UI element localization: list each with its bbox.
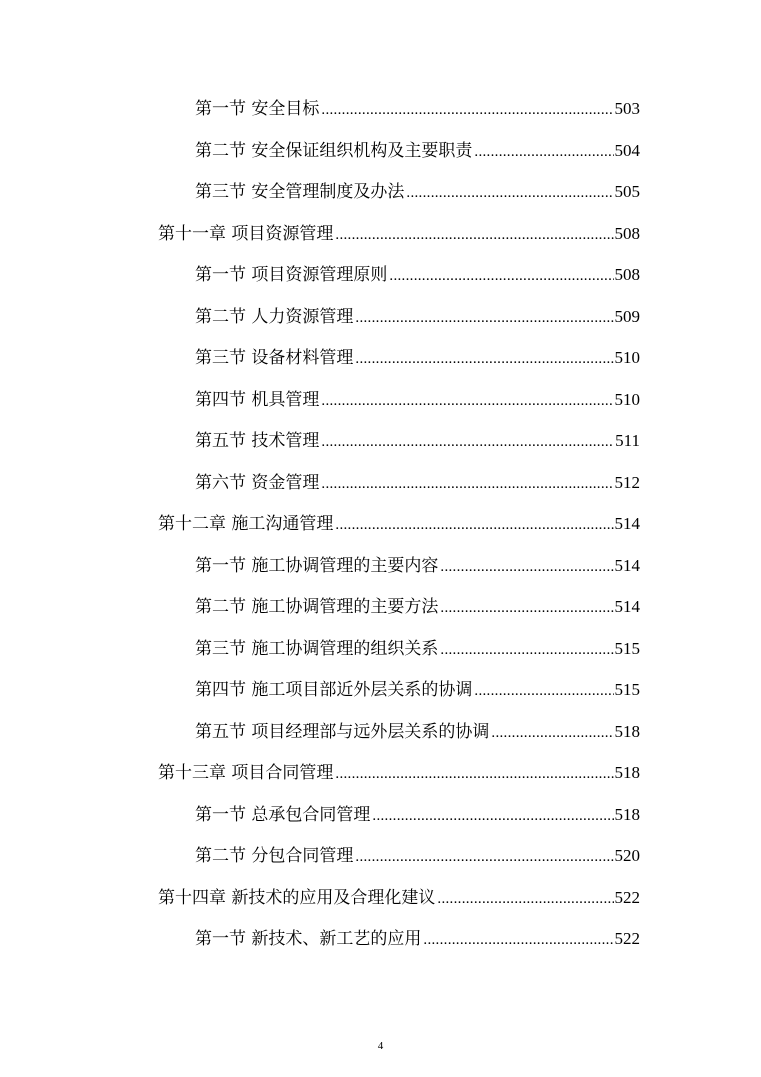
toc-entry[interactable] [195,926,640,952]
toc-chapter-entry[interactable] [158,221,640,247]
toc-entry[interactable] [195,677,640,703]
toc-entry[interactable] [195,594,640,620]
toc-entry[interactable] [195,387,640,413]
toc-entry-title: 第一节 新技术、新工艺的应用 [195,929,422,949]
toc-dot-leader [474,139,613,165]
toc-entry-title: 第六节 资金管理 [195,473,320,493]
toc-entry[interactable] [195,428,640,454]
toc-dot-leader [321,471,613,497]
toc-entry-title: 第三节 设备材料管理 [195,348,354,368]
toc-entry-page: 503 [614,99,640,118]
toc-dot-leader [423,927,613,953]
toc-entry-title: 第一节 施工协调管理的主要内容 [195,556,439,576]
toc-entry[interactable] [195,843,640,869]
toc-dot-leader [335,222,613,248]
toc-entry[interactable] [195,719,640,745]
toc-entry-title: 第二节 安全保证组织机构及主要职责 [195,141,473,161]
toc-entry-title: 第一节 安全目标 [195,99,320,119]
toc-entry-page: 510 [614,348,640,367]
toc-entry-page: 514 [614,514,640,533]
page-number: 4 [377,1040,384,1052]
toc-entry-title: 第十一章 项目资源管理 [158,224,334,244]
toc-dot-leader [491,720,613,746]
toc-dot-leader [321,388,613,414]
toc-dot-leader [335,761,613,787]
toc-entry-page: 509 [614,307,640,326]
toc-entry-title: 第十三章 项目合同管理 [158,763,334,783]
toc-dot-leader [406,180,613,206]
toc-dot-leader [437,886,613,912]
toc-entry-page: 504 [614,141,640,160]
toc-entry-page: 520 [614,846,640,865]
toc-entry-page: 508 [614,265,640,284]
toc-chapter-entry[interactable] [158,885,640,911]
toc-entry-title: 第四节 施工项目部近外层关系的协调 [195,680,473,700]
toc-dot-leader [440,595,613,621]
toc-entry-title: 第二节 人力资源管理 [195,307,354,327]
toc-dot-leader [355,844,613,870]
toc-entry[interactable] [195,262,640,288]
toc-entry-page: 514 [614,597,640,616]
toc-entry-page: 515 [614,680,640,699]
toc-entry[interactable] [195,179,640,205]
toc-chapter-entry[interactable] [158,511,640,537]
toc-entry[interactable] [195,802,640,828]
toc-entry-page: 518 [614,722,640,741]
toc-entry-page: 514 [614,556,640,575]
toc-dot-leader [321,429,614,455]
toc-entry[interactable] [195,553,640,579]
toc-chapter-entry[interactable] [158,760,640,786]
toc-entry[interactable] [195,470,640,496]
toc-entry-page: 505 [614,182,640,201]
toc-entry[interactable] [195,96,640,122]
toc-entry-page: 522 [614,888,640,907]
toc-entry-page: 512 [614,473,640,492]
toc-dot-leader [335,512,613,538]
toc-dot-leader [474,678,613,704]
toc-entry[interactable] [195,636,640,662]
toc-dot-leader [321,97,613,123]
toc-entry-page: 518 [614,805,640,824]
toc-entry-page: 508 [614,224,640,243]
toc-entry-page: 522 [614,929,640,948]
toc-entry[interactable] [195,304,640,330]
toc-entry-title: 第四节 机具管理 [195,390,320,410]
toc-entry-title: 第五节 项目经理部与远外层关系的协调 [195,722,490,742]
toc-entry-title: 第二节 分包合同管理 [195,846,354,866]
toc-dot-leader [355,346,613,372]
toc-entry-title: 第十四章 新技术的应用及合理化建议 [158,888,436,908]
toc-entry-page: 510 [614,390,640,409]
toc-entry-title: 第一节 总承包合同管理 [195,805,371,825]
toc-dot-leader [372,803,613,829]
toc-entry[interactable] [195,138,640,164]
toc-dot-leader [355,305,613,331]
toc-dot-leader [440,637,613,663]
toc-entry-page: 518 [614,763,640,782]
toc-dot-leader [440,554,613,580]
toc-entry-title: 第二节 施工协调管理的主要方法 [195,597,439,617]
toc-entry-title: 第三节 安全管理制度及办法 [195,182,405,202]
toc-dot-leader [389,263,613,289]
toc-entry-title: 第三节 施工协调管理的组织关系 [195,639,439,659]
toc-entry-title: 第五节 技术管理 [195,431,320,451]
toc-entry-title: 第十二章 施工沟通管理 [158,514,334,534]
toc-entry-page: 511 [615,431,640,450]
toc-entry-page: 515 [614,639,640,658]
toc-entry-title: 第一节 项目资源管理原则 [195,265,388,285]
toc-entry[interactable] [195,345,640,371]
